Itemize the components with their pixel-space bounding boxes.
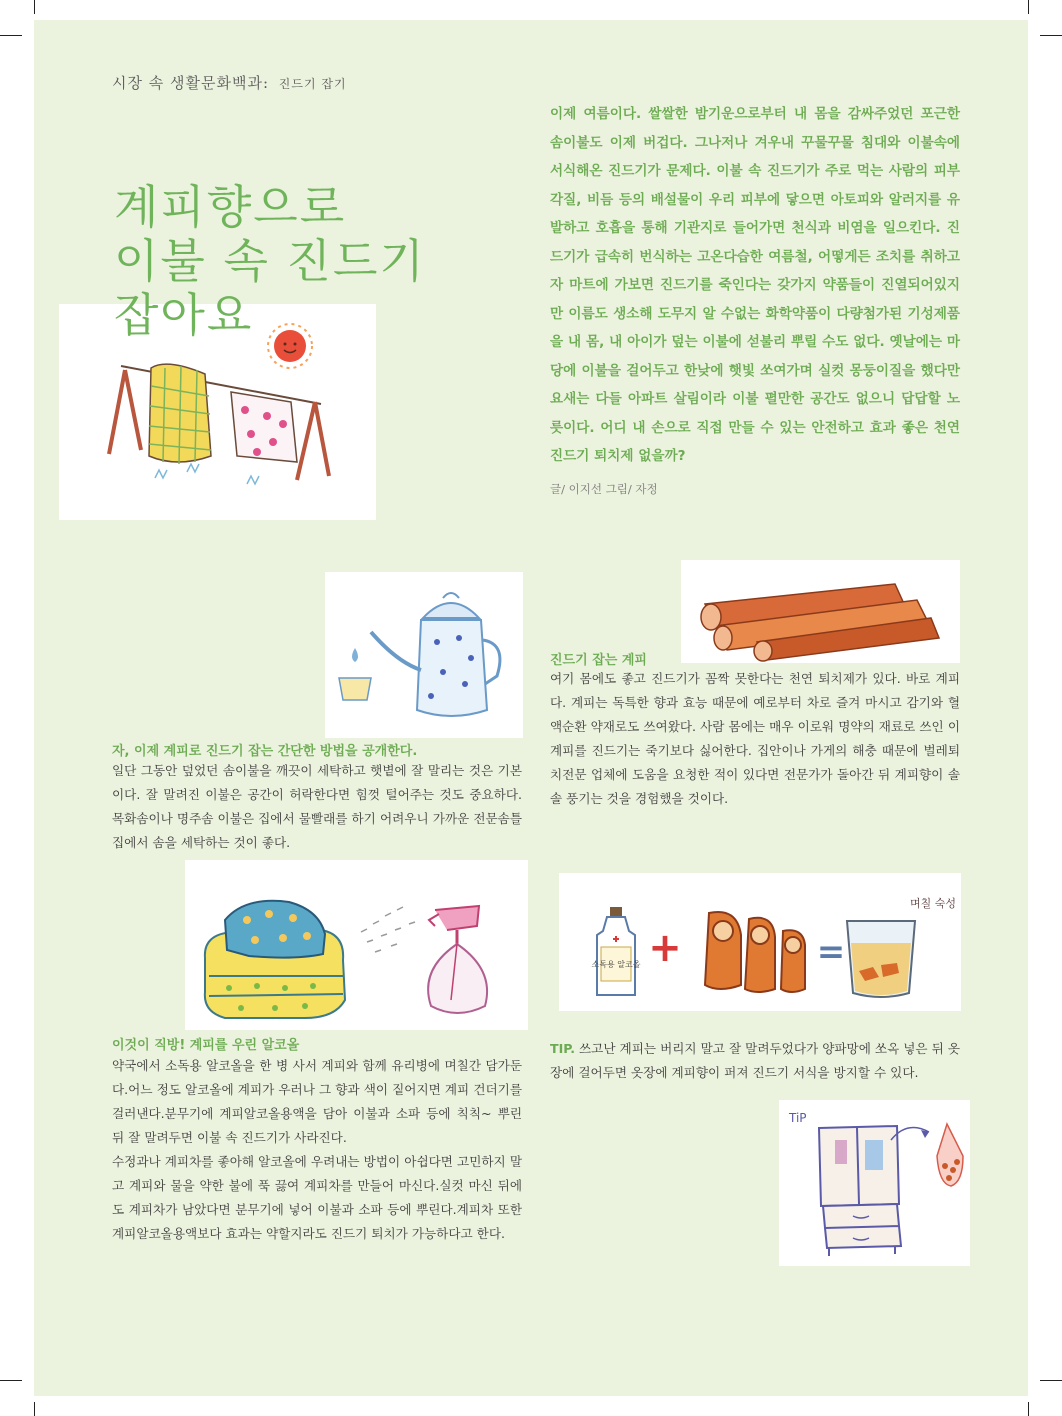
alcohol-heading: 이것이 직방! 계피를 우린 알코올 bbox=[112, 1038, 300, 1053]
blanket-spray-illustration bbox=[185, 860, 528, 1030]
cinnamon-body: 여기 몸에도 좋고 진드기가 꼼짝 못한다는 천연 퇴치제가 있다. 바로 계피다. 계피는 독특한 향과 효능 때문에 예로부터 차로 즐겨 마시고 감기와 혈액순환 약재로도 쓰여왔다. 사람 몸에는 매우 이로워 명약의 재료로 쓰인 이 계피를 진드기는 죽기보다 싫어한다. 집안이나 가게의 해충 때문에 벌레퇴치전문 업체에 도움을 요청한 적이 있다면 전문가가 돌아간 뒤 계피향이 솔솔 풍기는 것을 경험했을 것이다. bbox=[550, 671, 960, 806]
title-line: 잡아요 bbox=[114, 288, 254, 342]
intro-paragraph: 이제 여름이다. 쌀쌀한 밤기운으로부터 내 몸을 감싸주었던 포근한 솜이불도 이제 버겁다. 그나저나 겨우내 꾸물꾸물 침대와 이불속에 서식해온 진드기가 문제다. 이불 속 진드기가 주로 먹는 사람의 피부각질, 비듬 등의 배설물이 우리 피부에 닿으면 아토피와 알러지를 유발하고 호흡을 통해 기관지로 들어가면 천식과 비염을 일으킨다. 진드기가 급속히 번식하는 고온다습한 여름철, 어떻게든 조치를 취하고자 마트에 가보면 진드기를 죽인다는 갖가지 약품들이 진열되어있지만 이름도 생소해 도무지 알 수없는 화학약품이 다량첨가된 기성제품을 내 몸, 내 아이가 덮는 이불에 섣불리 뿌릴 수도 없다. 옛날에는 마당에 이불을 걸어두고 한낮에 햇빛 쏘여가며 실컷 몽둥이질을 했다만 요새는 다들 아파트 살림이라 이불 펼만한 공간도 없으니 답답할 노릇이다. 어디 내 손으로 직접 만들 수 있는 안전하고 효과 좋은 천연 진드기 퇴치제 없을까? bbox=[550, 106, 960, 464]
wardrobe-illustration bbox=[779, 1100, 970, 1266]
plus-sign: + bbox=[648, 925, 682, 971]
section-name: 시장 속 생활문화백과: bbox=[112, 74, 270, 92]
bottle-label: 소독용 알코올 bbox=[591, 960, 641, 969]
crop-mark bbox=[1040, 1380, 1062, 1381]
tip-text: 쓰고난 계피는 버리지 말고 잘 말려두었다가 양파망에 쏘옥 넣은 뒤 옷장에 걸어두면 옷장에 계피향이 퍼져 진드기 서식을 방지할 수 있다. bbox=[550, 1041, 960, 1080]
crop-mark bbox=[0, 1380, 22, 1381]
section-subtitle: 진드기 잡기 bbox=[278, 77, 347, 91]
title-line: 계피향으로 bbox=[114, 180, 347, 234]
method-heading: 자, 이제 계피로 진드기 잡는 간단한 방법을 공개한다. bbox=[112, 744, 418, 759]
article-title bbox=[114, 180, 426, 342]
credit-line: 글/ 이지선 그림/ 자정 bbox=[550, 482, 658, 496]
equals-sign: = bbox=[816, 932, 846, 972]
ferment-label: 며칠 숙성 bbox=[909, 897, 957, 910]
tip-tag: TiP bbox=[789, 1111, 807, 1125]
alcohol-body bbox=[112, 1054, 522, 1246]
crop-mark bbox=[34, 1402, 35, 1416]
cinnamon-illustration bbox=[681, 560, 960, 663]
crop-mark bbox=[1028, 1402, 1029, 1416]
title-line: 이불 속 진드기 bbox=[114, 234, 426, 288]
crop-mark bbox=[34, 0, 35, 14]
section-header bbox=[112, 72, 347, 93]
recipe-illustration bbox=[559, 873, 961, 1011]
alcohol-paragraph: 약국에서 소독용 알코올을 한 병 사서 계피와 함께 유리병에 며칠간 담가둔다.어느 정도 알코올에 계피가 우러나 그 향과 색이 짙어지면 계피 건더기를 걸러낸다.분무기에 계피알코올용액을 담아 이불과 소파 등에 칙칙~ 뿌린 뒤 잘 말려두면 이불 속 진드기가 사라진다. bbox=[112, 1058, 522, 1145]
cinnamon-heading: 진드기 잡는 계피 bbox=[550, 653, 647, 668]
crop-mark bbox=[1040, 35, 1062, 36]
alcohol-paragraph: 수정과나 계피차를 좋아해 알코올에 우려내는 방법이 아쉽다면 고민하지 말고 계피와 물을 약한 불에 푹 끓여 계피차를 만들어 마신다.실컷 마신 뒤에도 계피차가 남았다면 분무기에 넣어 이불과 소파 등에 뿌린다.계피차 또한 계피알코올용액보다 효과는 약할지라도 진드기 퇴치가 가능하다고 한다. bbox=[112, 1154, 522, 1241]
tip-label: TIP. bbox=[550, 1041, 575, 1056]
crop-mark bbox=[0, 35, 22, 36]
crop-mark bbox=[1028, 0, 1029, 14]
teapot-illustration bbox=[325, 572, 523, 738]
method-body: 일단 그동안 덮었던 솜이불을 깨끗이 세탁하고 햇볕에 잘 말리는 것은 기본이다. 잘 말려진 이불은 공간이 허락한다면 힘껏 털어주는 것도 중요하다. 목화솜이나 명주솜 이불은 집에서 물빨래를 하기 어려우니 가까운 전문솜틀집에서 솜을 세탁하는 것이 좋다. bbox=[112, 763, 522, 850]
tip-paragraph bbox=[550, 1037, 960, 1085]
